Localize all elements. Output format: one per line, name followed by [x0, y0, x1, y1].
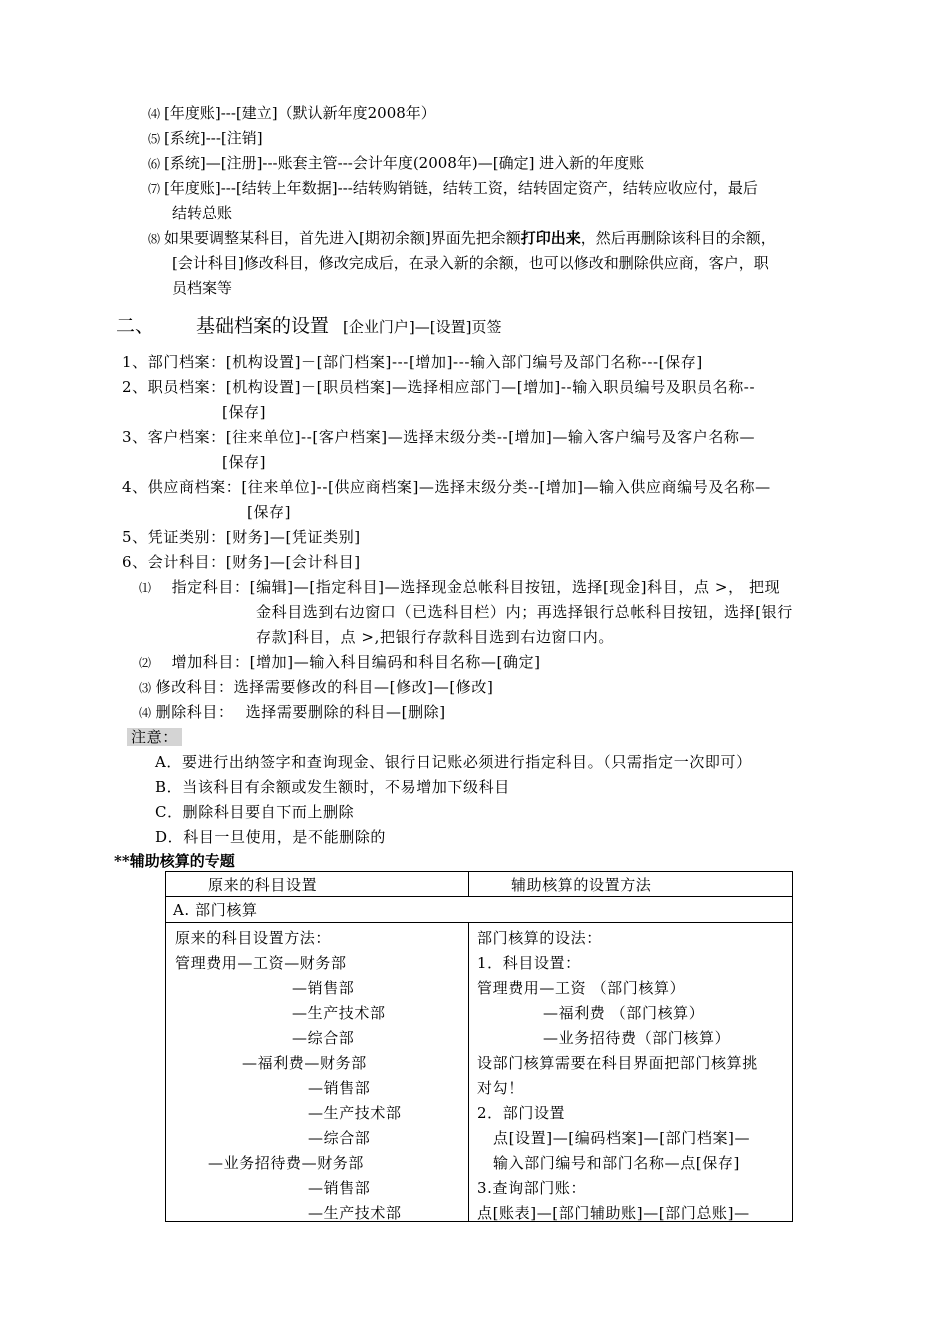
item-number: ⑵	[139, 656, 152, 670]
year-op-8-cont: [会计科目]修改科目，修改完成后，在录入新的余额，也可以修改和删除供应商，客户，职	[172, 254, 769, 272]
table-header-aux: 辅助核算的设置方法	[511, 876, 652, 894]
year-op-4	[148, 103, 436, 124]
table-cell-right: 对勾！	[477, 1079, 524, 1097]
op-text: 选择需要删除的科目—[删除]	[245, 703, 446, 721]
item-text: ，然后再删除该科目的余额，	[580, 229, 776, 247]
table-cell-left: —销售部	[292, 979, 355, 997]
op-label: 指定科目：	[171, 578, 250, 596]
note-label	[127, 727, 182, 747]
table-cell-right: 点[账表]—[部门辅助账]—[部门总账]—	[477, 1204, 750, 1222]
year-op-8-cont: 员档案等	[172, 279, 233, 297]
table-cell-left: —生产技术部	[292, 1004, 386, 1022]
year-op-5	[148, 128, 263, 149]
note-item-b: B．当该科目有余额或发生额时，不易增加下级科目	[155, 778, 510, 796]
table-cell-left: 管理费用—工资—财务部	[175, 954, 347, 972]
item-number: ⑶	[139, 681, 152, 695]
table-cell-right: 3.查询部门账：	[477, 1179, 587, 1197]
col-divider-body	[468, 922, 469, 1221]
note-item-d: D．科目一旦使用，是不能删除的	[155, 828, 387, 846]
item-number: ⑹	[148, 157, 161, 171]
year-op-7	[148, 178, 758, 199]
note-item-c: C．删除科目要自下而上删除	[155, 803, 355, 821]
op-text: [编辑]—[指定科目]—选择现金总帐科目按钮，选择[现金]科目，点 >， 把现	[249, 578, 781, 596]
item-text-bold: 打印出来	[520, 229, 581, 247]
col-divider-top	[468, 872, 469, 896]
table-header-original: 原来的科目设置	[208, 876, 318, 894]
section-title: 基础档案的设置	[196, 315, 330, 337]
op-label: 增加科目：	[171, 653, 250, 671]
archive-item-supplier-cont: [保存]	[247, 503, 292, 521]
item-number: ⑻	[148, 232, 161, 246]
table-cell-right: 1．科目设置：	[477, 954, 581, 972]
item-text: [年度账]---[建立]（默认新年度2008年）	[164, 104, 436, 122]
item-text: 如果要调整某科目，首先进入[期初余额]界面先把余额	[164, 229, 521, 247]
year-op-6	[148, 153, 644, 174]
table-cell-left: —综合部	[292, 1029, 355, 1047]
op-label: 删除科目：	[155, 703, 234, 721]
op-text: 选择需要修改的科目—[修改]—[修改]	[233, 678, 494, 696]
item-number: ⑴	[139, 581, 152, 595]
aux-table	[165, 871, 793, 1222]
item-number: ⑸	[148, 132, 161, 146]
table-cell-left: —销售部	[308, 1079, 371, 1097]
subject-op-designate-cont: 存款]科目，点 >,把银行存款科目选到右边窗口内。	[256, 628, 614, 646]
table-cell-right: 部门核算的设法：	[477, 929, 602, 947]
row-divider	[166, 922, 792, 923]
archive-item-subjects: 6、会计科目：[财务]—[会计科目]	[122, 553, 361, 571]
archive-item-staff: 2、职员档案：[机构设置]－[职员档案]—选择相应部门—[增加]--输入职员编号及职员名称--	[122, 378, 756, 396]
table-cell-right: 设部门核算需要在科目界面把部门核算挑	[477, 1054, 758, 1072]
archive-item-dept: 1、部门档案：[机构设置]－[部门档案]---[增加]---输入部门编号及部门名称---[保存]	[122, 353, 703, 371]
op-label: 修改科目：	[155, 678, 234, 696]
year-op-7-cont: 结转总账	[172, 204, 233, 222]
table-cell-left: —业务招待费—财务部	[208, 1154, 365, 1172]
item-text: [系统]—[注册]---账套主管---会计年度(2008年)—[确定] 进入新的年度账	[164, 154, 645, 172]
section-subtitle: [企业门户]—[设置]页签	[343, 318, 502, 336]
table-cell-left: —综合部	[308, 1129, 371, 1147]
table-cell-left: 原来的科目设置方法：	[175, 929, 332, 947]
table-section-dept: A. 部门核算	[173, 901, 258, 919]
section-number: 二、	[116, 315, 155, 337]
item-number: ⑷	[139, 706, 152, 720]
subject-op-add	[139, 652, 541, 673]
archive-item-voucher: 5、凭证类别：[财务]—[凭证类别]	[122, 528, 361, 546]
table-cell-left: —生产技术部	[308, 1104, 402, 1122]
table-cell-right: —福利费 （部门核算）	[543, 1004, 705, 1022]
row-divider	[166, 896, 792, 897]
archive-item-customer-cont: [保存]	[222, 453, 267, 471]
archive-item-staff-cont: [保存]	[222, 403, 267, 421]
table-cell-left: —销售部	[308, 1179, 371, 1197]
subject-op-designate	[139, 577, 780, 598]
aux-section-title: **辅助核算的专题	[114, 852, 235, 870]
subject-op-designate-cont: 金科目选到右边窗口（已选科目栏）内；再选择银行总帐科目按钮，选择[银行	[256, 603, 793, 621]
item-number: ⑺	[148, 182, 161, 196]
table-cell-right: 点[设置]—[编码档案]—[部门档案]—	[493, 1129, 751, 1147]
year-op-8	[148, 228, 776, 249]
item-number: ⑷	[148, 107, 161, 121]
table-cell-right: 管理费用—工资 （部门核算）	[477, 979, 686, 997]
table-cell-right: 输入部门编号和部门名称—点[保存]	[493, 1154, 740, 1172]
table-cell-left: —福利费—财务部	[242, 1054, 367, 1072]
subject-op-delete	[139, 702, 446, 723]
section-heading	[116, 313, 501, 340]
archive-item-supplier: 4、供应商档案：[往来单位]--[供应商档案]—选择末级分类--[增加]—输入供应商编号及名称—	[122, 478, 771, 496]
item-text: [系统]---[注销]	[164, 129, 263, 147]
op-text: [增加]—输入科目编码和科目名称—[确定]	[249, 653, 541, 671]
note-item-a: A．要进行出纳签字和查询现金、银行日记账必须进行指定科目。（只需指定一次即可）	[155, 753, 752, 771]
note-label-text: 注意：	[127, 728, 182, 746]
subject-op-edit	[139, 677, 493, 698]
table-cell-right: 2．部门设置	[477, 1104, 566, 1122]
table-cell-left: —生产技术部	[308, 1204, 402, 1222]
item-text: [年度账]---[结转上年数据]---结转购销链，结转工资，结转固定资产，结转应收应付，最后	[164, 179, 758, 197]
archive-item-customer: 3、客户档案：[往来单位]--[客户档案]—选择末级分类--[增加]—输入客户编号及客户名称—	[122, 428, 756, 446]
table-cell-right: —业务招待费（部门核算）	[543, 1029, 731, 1047]
